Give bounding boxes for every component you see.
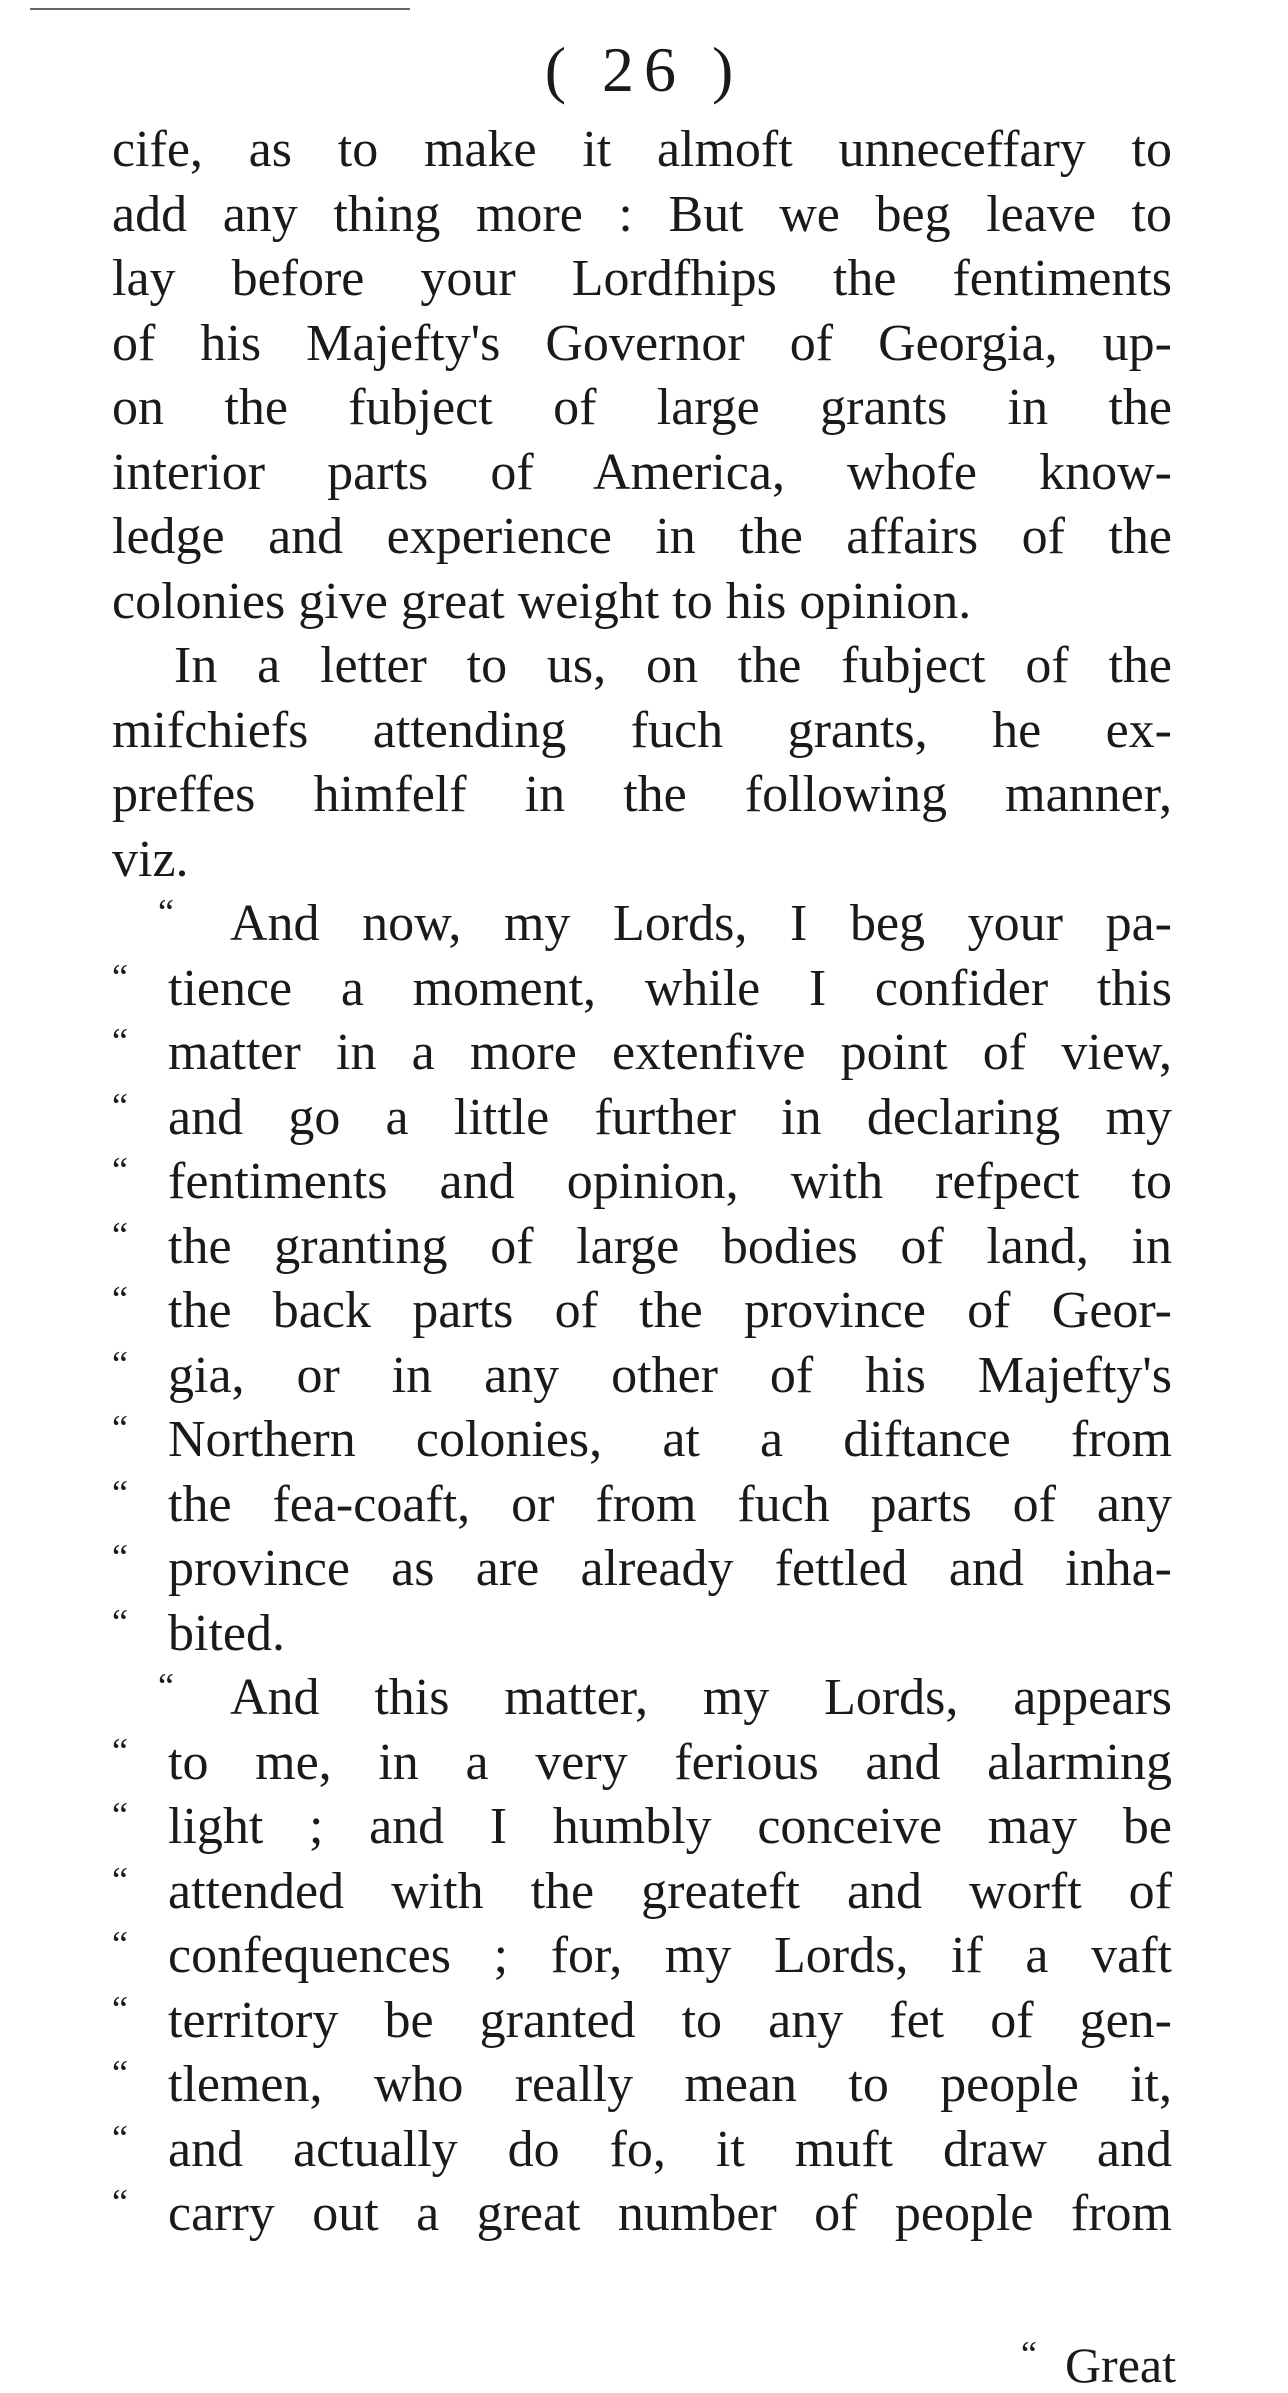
quote-mark: “	[112, 1924, 128, 1964]
quote-line-text: And this matter, my Lords, appears	[230, 1669, 1172, 1726]
text-line: viz.	[112, 830, 189, 888]
quote-mark: “	[158, 892, 174, 932]
quote-mark: “	[112, 1408, 128, 1448]
quote-line-text: And now, my Lords, I beg your pa-	[230, 895, 1172, 952]
quote-line-text: and go a little further in declaring my	[168, 1088, 1172, 1146]
quote-line	[112, 1473, 1172, 1538]
quote-line-text: fentiments and opinion, with refpect to	[168, 1153, 1172, 1210]
catchword-text: Great	[1064, 2337, 1176, 2393]
quote-line-text: light ; and I humbly conceive may be	[168, 1798, 1172, 1855]
quote-mark: “	[112, 1150, 128, 1190]
quote-mark: “	[112, 1988, 128, 2029]
quote-line-text: tlemen, who really mean to people it,	[168, 2056, 1172, 2113]
quote-line	[112, 1989, 1172, 2054]
quote-line	[112, 1021, 1172, 1086]
text-line: cife, as to make it almoft unneceffary to	[112, 121, 1172, 178]
quote-mark: “	[112, 1537, 128, 1577]
text-line: ledge and experience in the affairs of the	[112, 508, 1172, 565]
quote-line	[112, 2118, 1172, 2183]
top-rule	[30, 8, 410, 10]
quote-line-text: tience a moment, while I confider this	[168, 959, 1172, 1017]
quote-line-text: province as are already fettled and inha-	[168, 1540, 1172, 1597]
quote-mark: “	[112, 1472, 128, 1513]
quote-line	[112, 1537, 1172, 1602]
quote-mark: “	[112, 1085, 128, 1126]
quote-line-text: territory be granted to any fet of gen-	[168, 1991, 1172, 2049]
quote-mark: “	[112, 2053, 128, 2093]
text-line: of his Majefty's Governor of Georgia, up-	[112, 314, 1172, 372]
quote-line-text: gia, or in any other of his Majefty's	[168, 1346, 1172, 1404]
text-line: add any thing more : But we beg leave to	[112, 185, 1172, 243]
quote-mark: “	[112, 1343, 128, 1384]
page-number: ( 26 )	[544, 34, 744, 105]
quote-mark: “	[112, 1859, 128, 1900]
quote-line	[112, 1731, 1172, 1796]
text-line: interior parts of America, whofe know-	[112, 443, 1172, 501]
quote-mark: “	[112, 1601, 128, 1642]
quote-line	[112, 1150, 1172, 1215]
quote-line-text: the granting of large bodies of land, in	[168, 1217, 1172, 1275]
quote-mark: “	[112, 2117, 128, 2158]
quote-line-text: and actually do fo, it muft draw and	[168, 2120, 1172, 2178]
quote-line	[112, 2053, 1172, 2118]
text-line: lay before your Lordfhips the fentiments	[112, 250, 1172, 307]
quote-line-text: bited.	[168, 1604, 285, 1662]
text-line: colonies give great weight to his opinion.	[112, 572, 972, 630]
quote-line	[112, 957, 1172, 1022]
quote-line-text: the fea-coaft, or from fuch parts of any	[168, 1475, 1172, 1533]
page-text	[112, 118, 1172, 2247]
text-line: In a letter to us, on the fubject of the	[174, 637, 1172, 694]
quote-line-text: Northern colonies, at a diftance from	[168, 1411, 1172, 1468]
quote-line-text: attended with the greateft and worft of	[168, 1862, 1172, 1920]
quote-line	[112, 1215, 1172, 1280]
quote-mark: “	[112, 1021, 128, 1061]
quote-line	[112, 1344, 1172, 1409]
quote-mark: “	[1020, 2334, 1037, 2374]
quote-mark: “	[112, 956, 128, 997]
quote-line	[112, 1086, 1172, 1151]
quote-line	[112, 1860, 1172, 1925]
text-line: on the fubject of large grants in the	[112, 379, 1172, 436]
quote-mark: “	[112, 1214, 128, 1255]
quote-line	[112, 1924, 1172, 1989]
quote-mark: “	[112, 1730, 128, 1771]
quote-line	[112, 892, 1172, 957]
quote-mark: “	[112, 1279, 128, 1319]
quote-line-text: the back parts of the province of Geor-	[168, 1282, 1172, 1339]
quote-line	[112, 1795, 1172, 1860]
quote-line	[112, 1408, 1172, 1473]
quote-line	[112, 1279, 1172, 1344]
quote-mark: “	[158, 1666, 174, 1706]
text-line: preffes himfelf in the following manner,	[112, 766, 1172, 823]
quote-line	[112, 1602, 1172, 1667]
quote-line-text: confequences ; for, my Lords, if a vaft	[168, 1927, 1172, 1984]
quote-mark: “	[112, 1795, 128, 1835]
text-line: mifchiefs attending fuch grants, he ex-	[112, 701, 1172, 759]
quote-line-text: to me, in a very ferious and alarming	[168, 1733, 1172, 1791]
quote-line-text: carry out a great number of people from	[168, 2185, 1172, 2242]
quote-line-text: matter in a more extenfive point of view,	[168, 1024, 1172, 1081]
quote-line	[112, 1666, 1172, 1731]
quote-line	[112, 2182, 1172, 2247]
quote-mark: “	[112, 2182, 128, 2222]
